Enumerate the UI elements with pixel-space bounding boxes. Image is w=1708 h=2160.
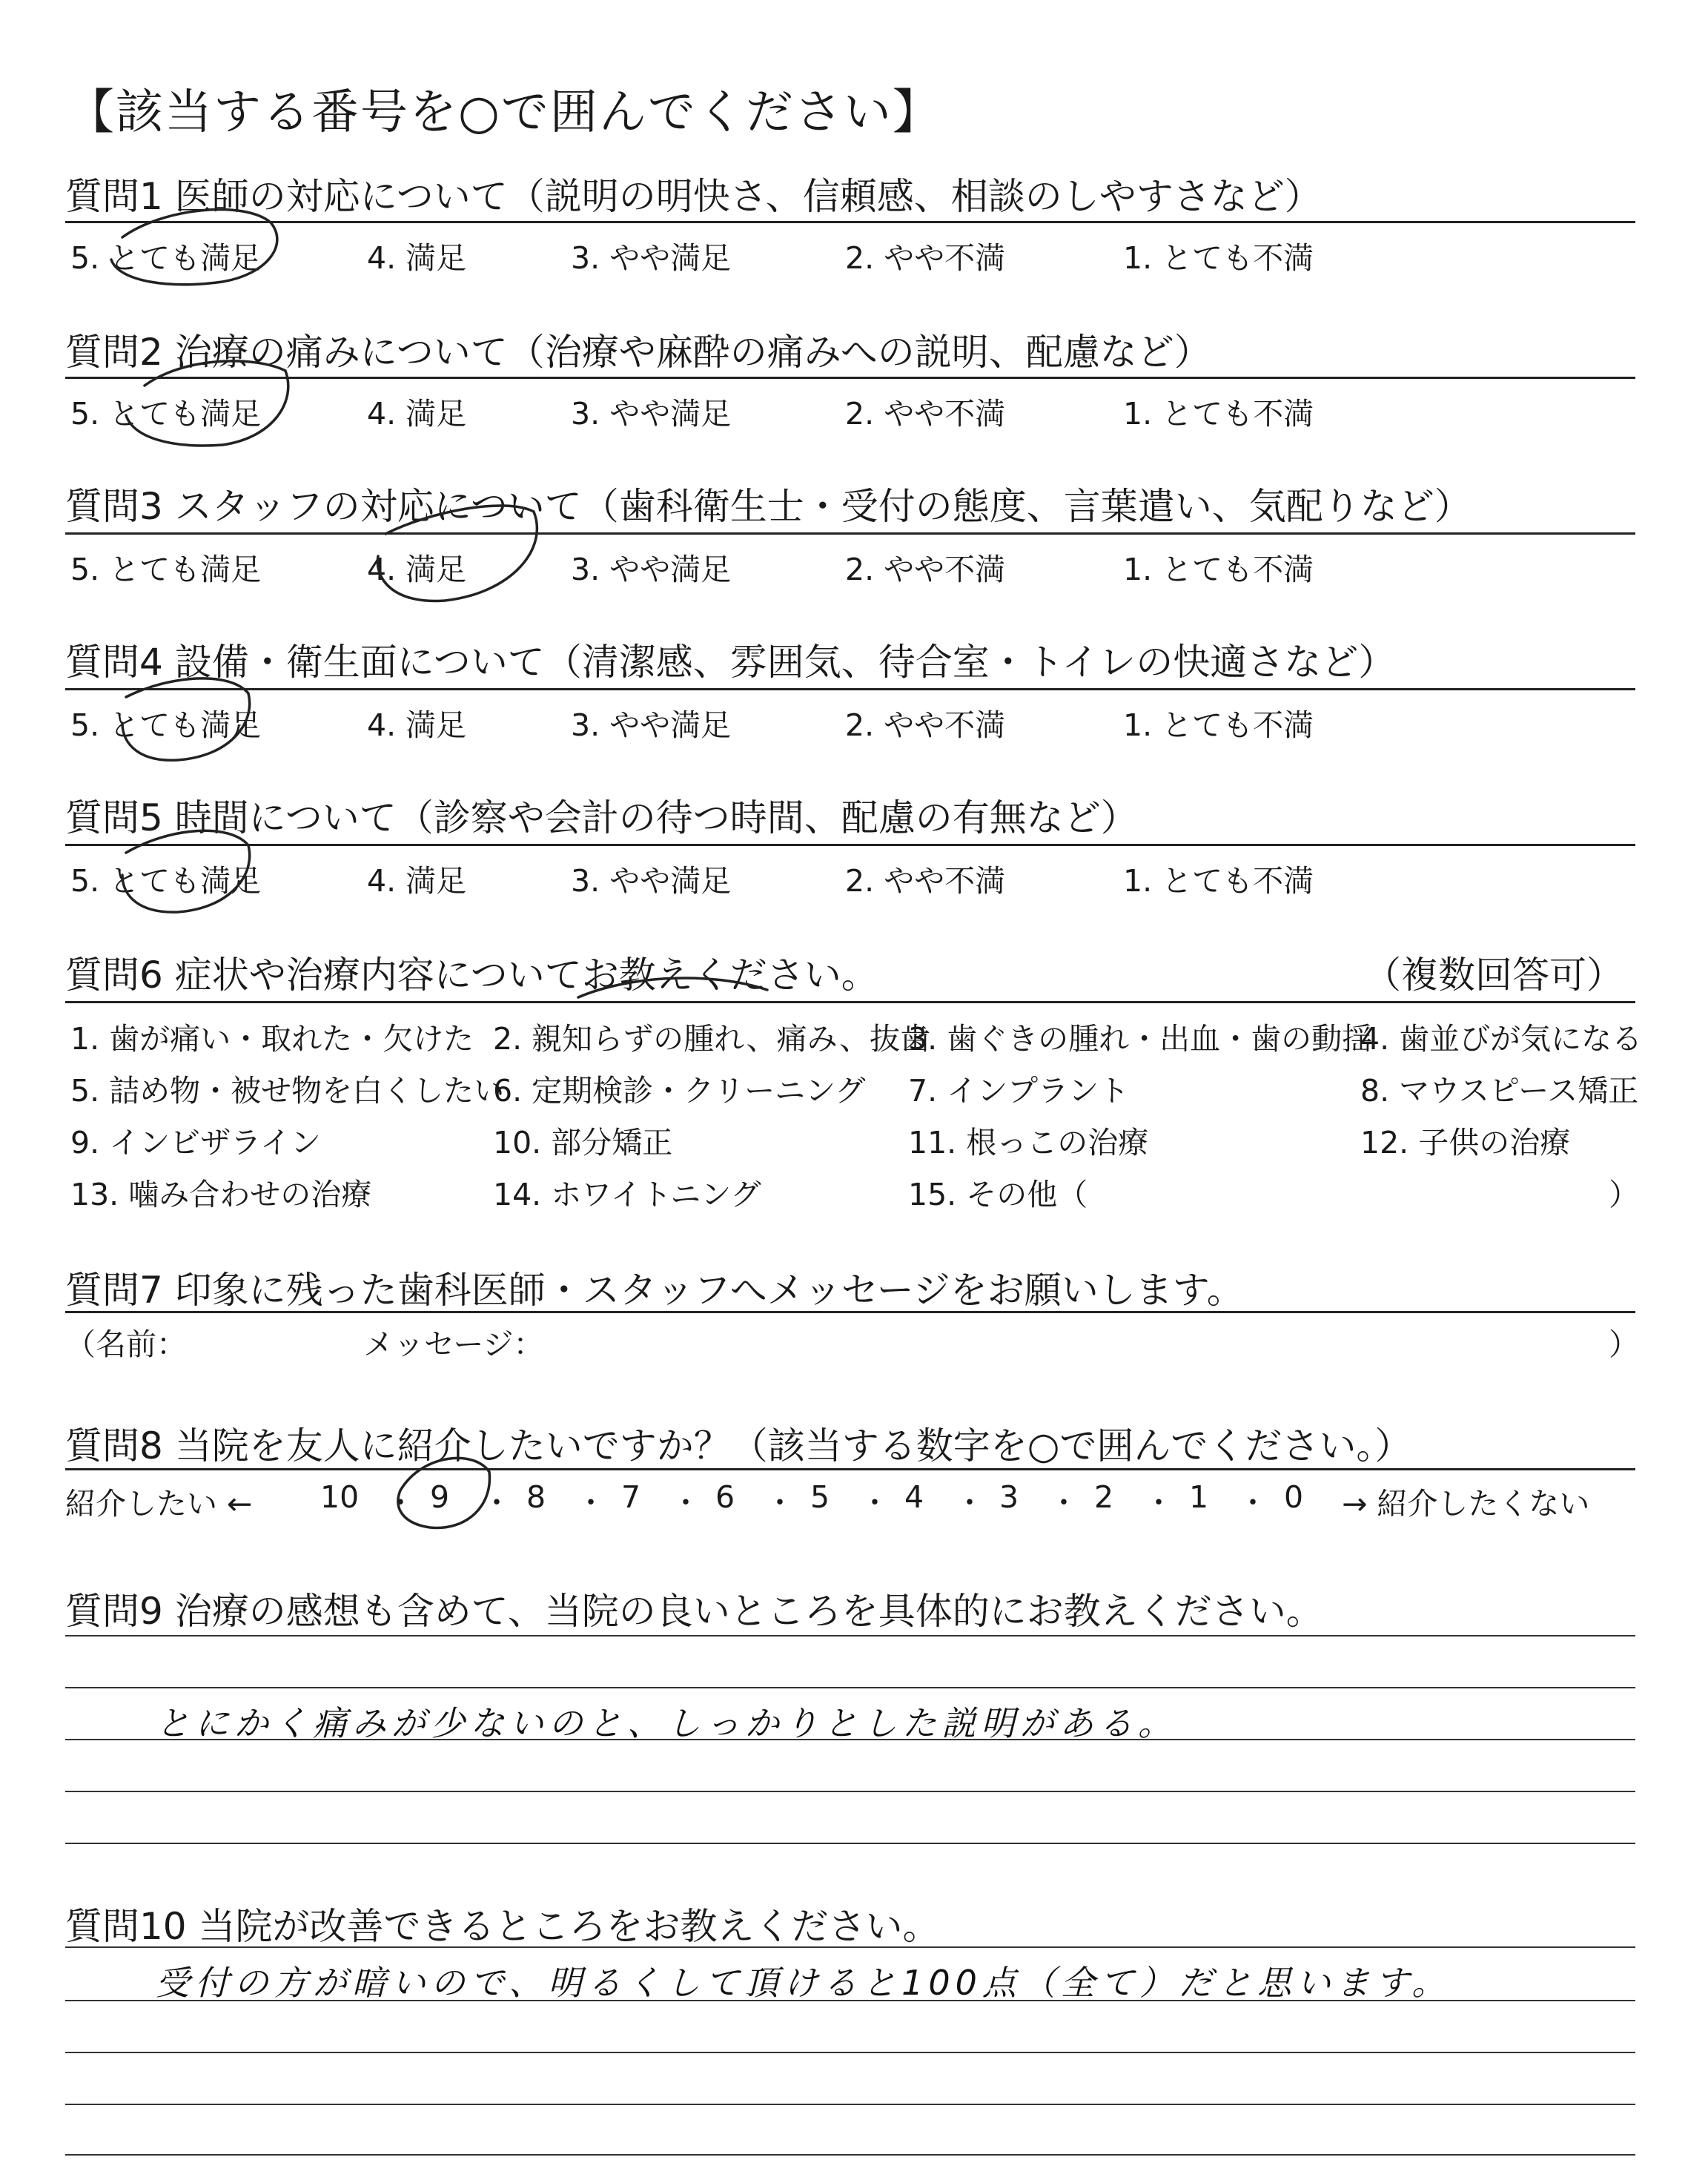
scale-dot: ・ bbox=[1238, 1486, 1268, 1520]
q8-scale-1[interactable]: 1 bbox=[1189, 1479, 1209, 1515]
q6-option-15[interactable]: 15. その他（ bbox=[908, 1177, 1088, 1212]
q2-option-4[interactable]: 4. 満足 bbox=[367, 396, 467, 432]
question-3-label: 質問3 スタッフの対応について（歯科衛生士・受付の態度、言葉遣い、気配りなど） bbox=[65, 485, 1472, 528]
selection-circle-q1 bbox=[111, 210, 277, 285]
q1-option-4[interactable]: 4. 満足 bbox=[367, 240, 467, 276]
question-7-label: 質問7 印象に残った歯科医師・スタッフへメッセージをお願いします。 bbox=[65, 1269, 1244, 1312]
q8-scale-3[interactable]: 3 bbox=[999, 1479, 1019, 1515]
q2-option-1[interactable]: 1. とても不満 bbox=[1123, 396, 1314, 432]
q8-scale-2[interactable]: 2 bbox=[1094, 1479, 1114, 1515]
q3-option-4[interactable]: 4. 満足 bbox=[367, 552, 467, 587]
scale-dot: ・ bbox=[765, 1486, 795, 1520]
q6-option-2[interactable]: 2. 親知らずの腫れ、痛み、抜歯 bbox=[493, 1021, 931, 1057]
q3-option-1[interactable]: 1. とても不満 bbox=[1123, 552, 1314, 587]
question-5-label: 質問5 時間について（診察や会計の待つ時間、配慮の有無など） bbox=[65, 796, 1138, 839]
q6-option-4[interactable]: 4. 歯並びが気になる bbox=[1360, 1021, 1643, 1057]
q10-answer[interactable]: 受付の方が暗いので、明るくして頂けると100点（全て）だと思います。 bbox=[156, 1963, 1452, 2003]
scale-dot: ・ bbox=[385, 1486, 415, 1520]
q6-option-13[interactable]: 13. 噛み合わせの治療 bbox=[70, 1177, 372, 1212]
q5-option-4[interactable]: 4. 満足 bbox=[367, 863, 467, 899]
q8-scale-4[interactable]: 4 bbox=[904, 1479, 924, 1515]
scale-dot: ・ bbox=[576, 1486, 606, 1520]
q1-option-3[interactable]: 3. やや満足 bbox=[571, 240, 732, 276]
q6-option-10[interactable]: 10. 部分矯正 bbox=[493, 1125, 673, 1160]
q5-option-5[interactable]: 5. とても満足 bbox=[70, 863, 262, 899]
question-6-label: 質問6 症状や治療内容についてお教えください。 bbox=[65, 954, 878, 997]
q4-option-4[interactable]: 4. 満足 bbox=[367, 707, 467, 743]
selection-circle-q5 bbox=[122, 830, 250, 912]
q6-option-1[interactable]: 1. 歯が痛い・取れた・欠けた bbox=[70, 1021, 474, 1057]
selection-circle-q2 bbox=[126, 361, 288, 446]
q8-scale-7[interactable]: 7 bbox=[621, 1479, 641, 1515]
scale-dot: ・ bbox=[1144, 1486, 1174, 1520]
q8-scale-8[interactable]: 8 bbox=[526, 1479, 546, 1515]
question-2-label: 質問2 治療の痛みについて（治療や麻酔の痛みへの説明、配慮など） bbox=[65, 331, 1211, 374]
q6-option-5[interactable]: 5. 詰め物・被せ物を白くしたい bbox=[70, 1073, 505, 1109]
q4-option-3[interactable]: 3. やや満足 bbox=[571, 707, 732, 743]
selection-circle-q8 bbox=[398, 1458, 490, 1527]
q8-scale-6[interactable]: 6 bbox=[715, 1479, 735, 1515]
q6-option-9[interactable]: 9. インビザライン bbox=[70, 1125, 321, 1160]
q3-option-3[interactable]: 3. やや満足 bbox=[571, 552, 732, 587]
q1-option-2[interactable]: 2. やや不満 bbox=[845, 240, 1006, 276]
q4-option-2[interactable]: 2. やや不満 bbox=[845, 707, 1006, 743]
q9-answer[interactable]: とにかく痛みが少ないのと、しっかりとした説明がある。 bbox=[156, 1703, 1177, 1743]
q5-option-2[interactable]: 2. やや不満 bbox=[845, 863, 1006, 899]
q8-right-label: → 紹介したくない bbox=[1342, 1486, 1590, 1522]
question-1-label: 質問1 医師の対応について（説明の明快さ、信頼感、相談のしやすさなど） bbox=[65, 175, 1322, 218]
scale-dot: ・ bbox=[671, 1486, 701, 1520]
q4-option-5[interactable]: 5. とても満足 bbox=[70, 707, 262, 743]
q6-option-8[interactable]: 8. マウスピース矯正 bbox=[1360, 1073, 1639, 1109]
question-9-label: 質問9 治療の感想も含めて、当院の良いところを具体的にお教えください。 bbox=[65, 1590, 1323, 1633]
question-6-note: （複数回答可） bbox=[1364, 954, 1623, 997]
scale-dot: ・ bbox=[1049, 1486, 1079, 1520]
q8-scale-9[interactable]: 9 bbox=[430, 1479, 450, 1515]
q6-option-3[interactable]: 3. 歯ぐきの腫れ・出血・歯の動揺 bbox=[908, 1021, 1373, 1057]
q8-scale-5[interactable]: 5 bbox=[810, 1479, 830, 1515]
q8-scale-10[interactable]: 10 bbox=[320, 1479, 360, 1515]
question-8-label: 質問8 当院を友人に紹介したいですか？（該当する数字を○で囲んでください。） bbox=[65, 1424, 1412, 1467]
q1-option-5[interactable]: 5. とても満足 bbox=[70, 240, 262, 276]
scale-dot: ・ bbox=[482, 1486, 512, 1520]
q1-option-1[interactable]: 1. とても不満 bbox=[1123, 240, 1314, 276]
q8-left-label: 紹介したい ← bbox=[65, 1486, 253, 1522]
q3-option-2[interactable]: 2. やや不満 bbox=[845, 552, 1006, 587]
selection-circle-q4 bbox=[122, 678, 250, 760]
q7-message-label: メッセージ： bbox=[363, 1327, 544, 1362]
selection-circle-q6 bbox=[578, 978, 767, 997]
q6-option-12[interactable]: 12. 子供の治療 bbox=[1360, 1125, 1571, 1160]
form-title: 【該当する番号を○で囲んでください】 bbox=[67, 85, 941, 140]
q2-option-5[interactable]: 5. とても満足 bbox=[70, 396, 262, 432]
scale-dot: ・ bbox=[955, 1486, 984, 1520]
q2-option-2[interactable]: 2. やや不満 bbox=[845, 396, 1006, 432]
question-4-label: 質問4 設備・衛生面について（清潔感、雰囲気、待合室・トイレの快適さなど） bbox=[65, 641, 1396, 684]
q5-option-1[interactable]: 1. とても不満 bbox=[1123, 863, 1314, 899]
q7-name-label: （名前： bbox=[65, 1327, 187, 1362]
q7-close: ） bbox=[1609, 1327, 1639, 1362]
q6-option-6[interactable]: 6. 定期検診・クリーニング bbox=[493, 1073, 866, 1109]
q6-option-11[interactable]: 11. 根っこの治療 bbox=[908, 1125, 1149, 1160]
question-10-label: 質問10 当院が改善できるところをお教えください。 bbox=[65, 1905, 940, 1948]
selection-circle-q3 bbox=[377, 506, 537, 601]
q3-option-5[interactable]: 5. とても満足 bbox=[70, 552, 262, 587]
q2-option-3[interactable]: 3. やや満足 bbox=[571, 396, 732, 432]
q6-option-7[interactable]: 7. インプラント bbox=[908, 1073, 1130, 1109]
q4-option-1[interactable]: 1. とても不満 bbox=[1123, 707, 1314, 743]
q6-option-14[interactable]: 14. ホワイトニング bbox=[493, 1177, 761, 1212]
q5-option-3[interactable]: 3. やや満足 bbox=[571, 863, 732, 899]
q6-other-close: ） bbox=[1609, 1177, 1639, 1212]
q8-scale-0[interactable]: 0 bbox=[1284, 1479, 1304, 1515]
scale-dot: ・ bbox=[860, 1486, 890, 1520]
